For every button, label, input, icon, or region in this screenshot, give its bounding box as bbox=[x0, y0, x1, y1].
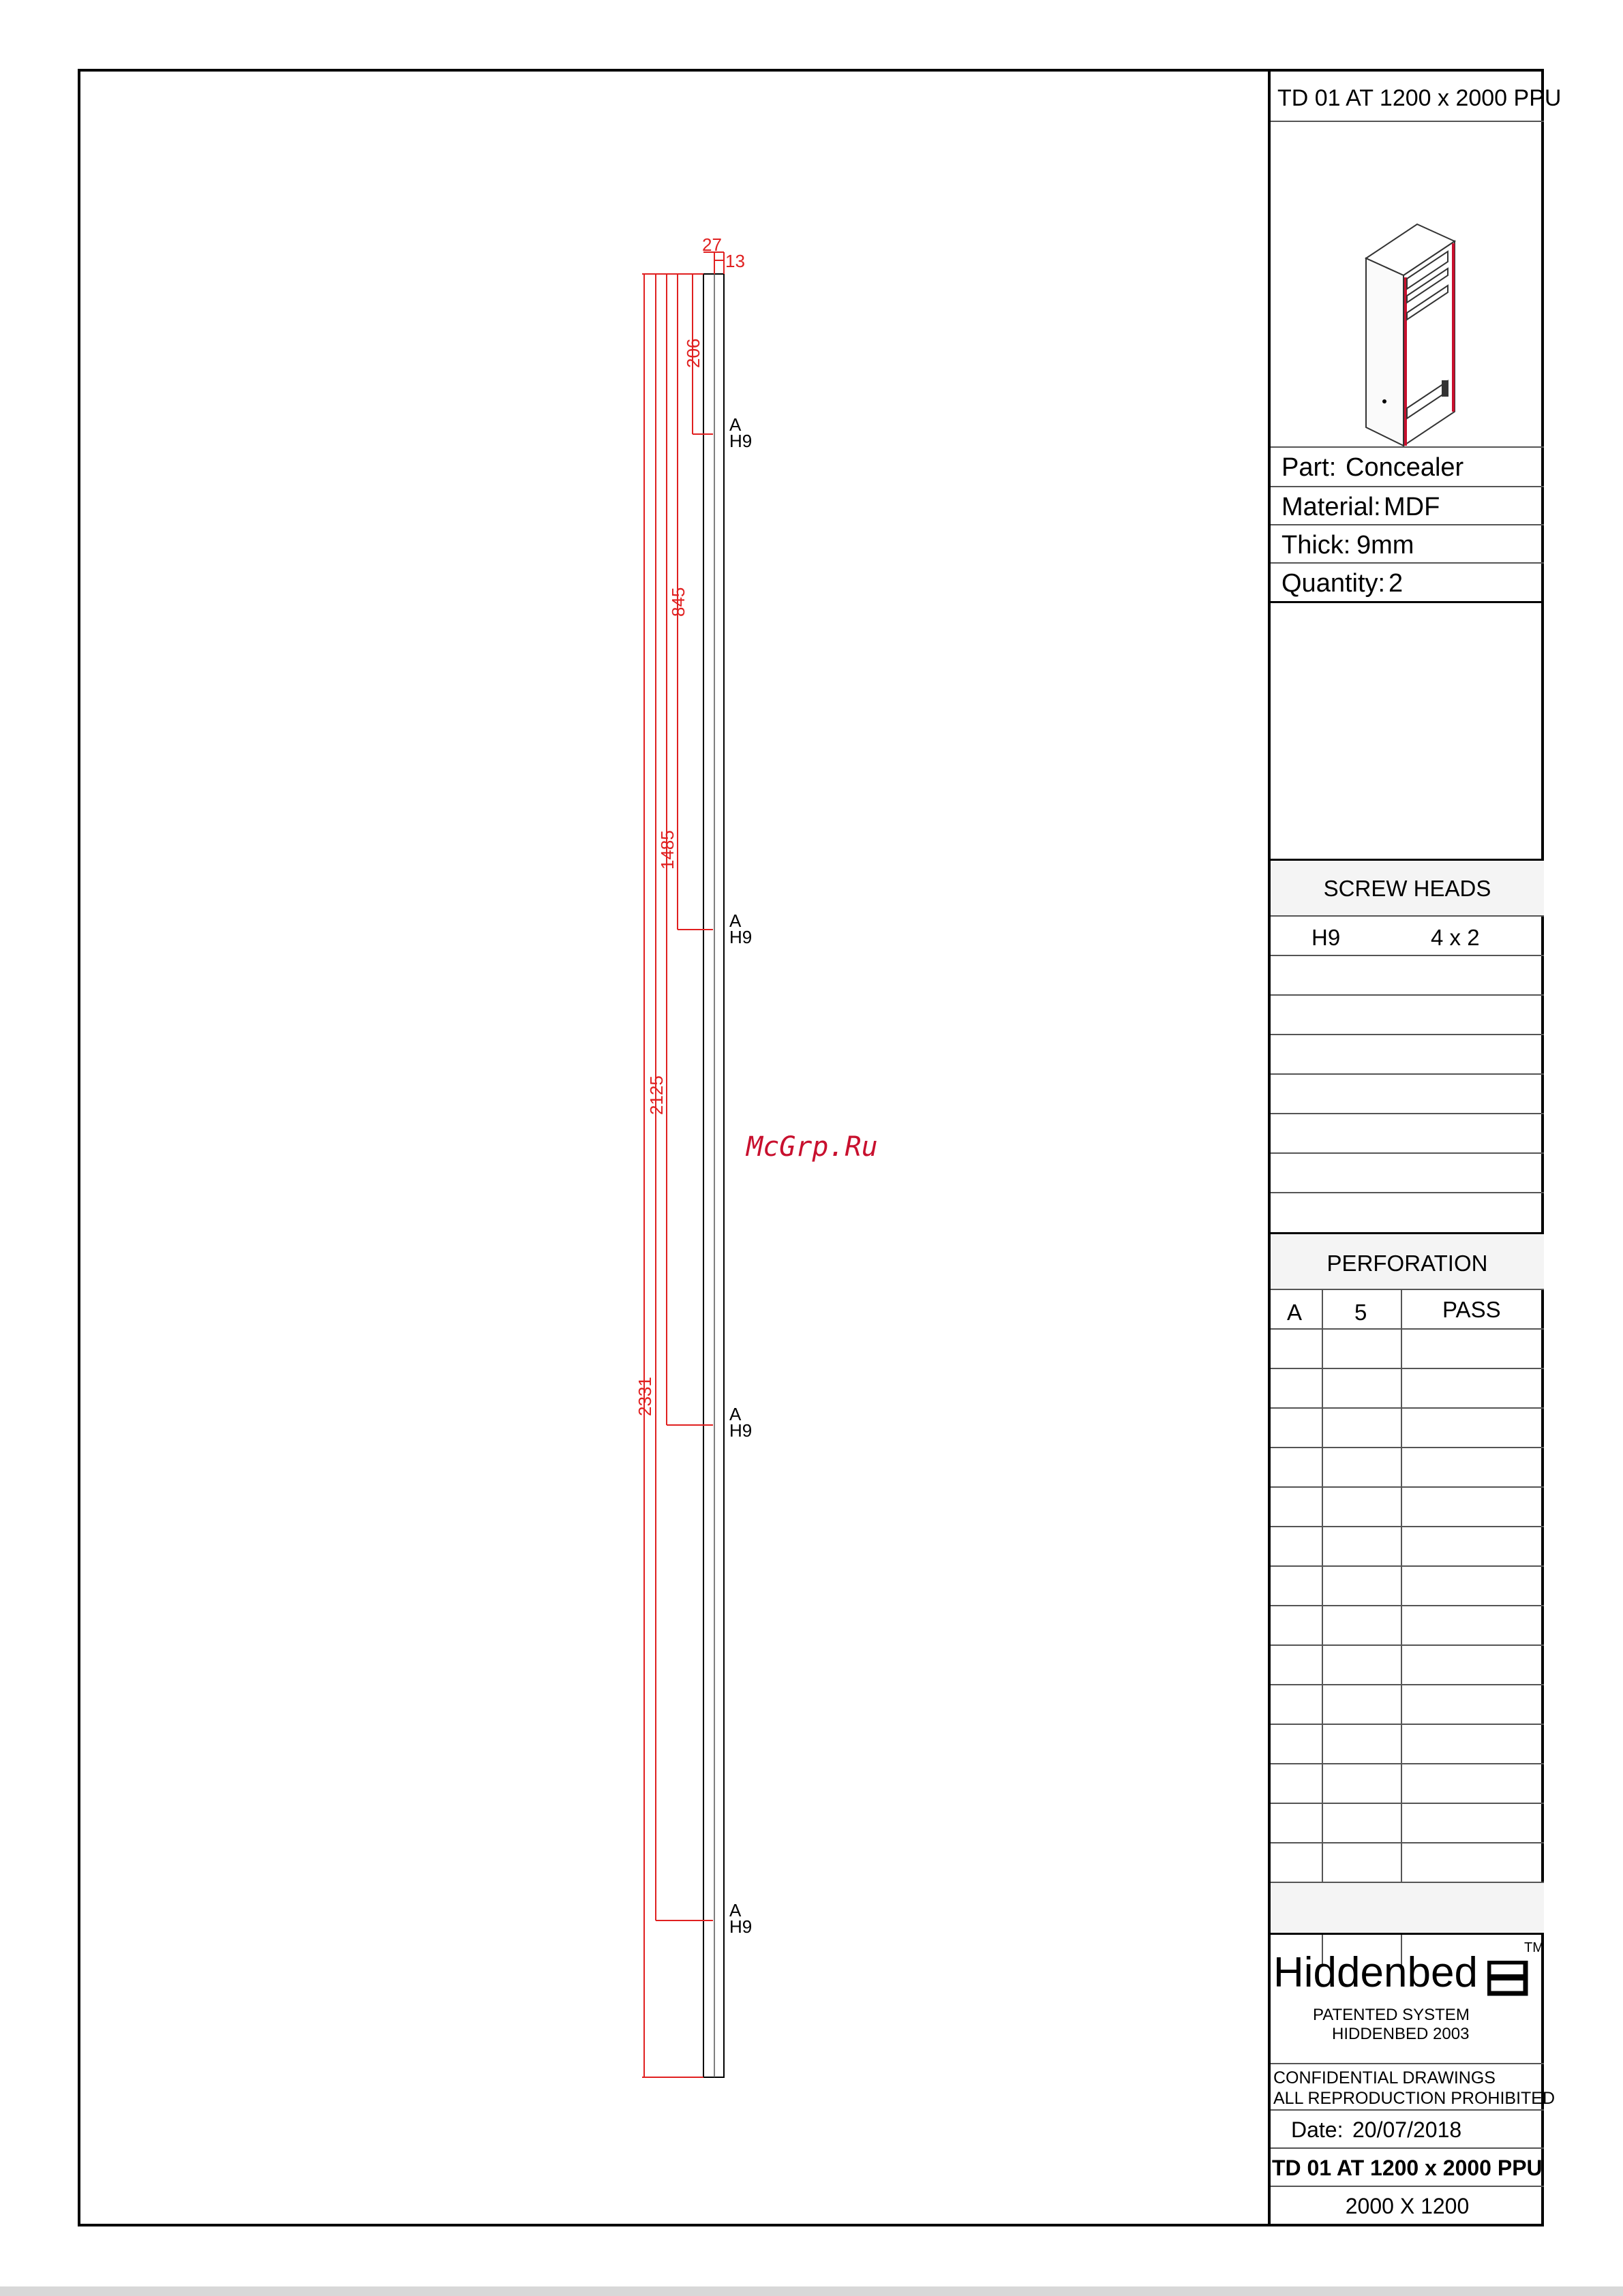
top-dimension-marks bbox=[703, 252, 724, 274]
drawing-code-row bbox=[1271, 2149, 1544, 2187]
screw-row-7 bbox=[1271, 1154, 1544, 1193]
screw-row-1 bbox=[1271, 917, 1544, 956]
screw-heads-title: SCREW HEADS bbox=[1323, 876, 1491, 901]
perf-row-10 bbox=[1271, 1646, 1544, 1685]
perf-row-8 bbox=[1271, 1567, 1544, 1606]
confidential-line-2: ALL REPRODUCTION PROHIBITED bbox=[1273, 2089, 1556, 2108]
material-value: MDF bbox=[1384, 493, 1440, 521]
patent-line-2: HIDDENBED 2003 bbox=[1332, 2025, 1470, 2043]
date-label: Date: bbox=[1291, 2117, 1344, 2142]
size-row bbox=[1271, 2187, 1544, 2224]
screw-row-3 bbox=[1271, 996, 1544, 1035]
dim-206: 206 bbox=[683, 338, 703, 368]
screw-code: H9 bbox=[1311, 925, 1341, 950]
trademark: TM bbox=[1524, 1940, 1544, 1955]
perf-row-13 bbox=[1271, 1764, 1544, 1804]
quantity-value: 2 bbox=[1389, 569, 1404, 598]
hole-3-code: H9 bbox=[729, 1420, 753, 1441]
drawing-code: TD 01 AT 1200 x 2000 PPU bbox=[1272, 2156, 1543, 2180]
confidential-line-1: CONFIDENTIAL DRAWINGS bbox=[1273, 2068, 1496, 2087]
wardrobe-thumbnail-icon bbox=[1271, 122, 1544, 446]
perf-row-3 bbox=[1271, 1369, 1544, 1409]
title-block bbox=[1268, 69, 1562, 2226]
material-row bbox=[1271, 487, 1544, 525]
perf-row-9 bbox=[1271, 1606, 1544, 1646]
screw-row-5 bbox=[1271, 1075, 1544, 1114]
confidential-block bbox=[1271, 2064, 1556, 2111]
perforation-header bbox=[1271, 1234, 1544, 1290]
dim-2331-group bbox=[635, 1377, 655, 1416]
perf-row-2 bbox=[1271, 1330, 1544, 1369]
screw-qty: 4 x 2 bbox=[1431, 925, 1480, 950]
panel-outline bbox=[703, 274, 724, 2077]
hole-3-letter: A bbox=[729, 1404, 742, 1424]
bottom-strip bbox=[0, 2286, 1623, 2296]
dim-1485-group bbox=[657, 830, 678, 870]
perf-row-6 bbox=[1271, 1488, 1544, 1527]
screw-heads-header bbox=[1271, 861, 1544, 917]
hole-2-letter: A bbox=[729, 910, 742, 931]
perf-blank-row bbox=[1271, 1883, 1544, 1935]
screw-row-2 bbox=[1271, 956, 1544, 996]
part-value: Concealer bbox=[1346, 453, 1464, 482]
thick-value: 9mm bbox=[1356, 531, 1414, 560]
hole-2-code: H9 bbox=[729, 927, 753, 947]
dim-2125: 2125 bbox=[646, 1075, 667, 1115]
dim-2331: 2331 bbox=[635, 1377, 655, 1416]
drawing-size: 2000 X 1200 bbox=[1345, 2194, 1470, 2218]
perf-row-14 bbox=[1271, 1804, 1544, 1843]
patent-line-1: PATENTED SYSTEM bbox=[1313, 2006, 1470, 2024]
dim-845-group bbox=[668, 587, 688, 617]
dim-13: 13 bbox=[725, 251, 745, 271]
dim-206-group bbox=[683, 339, 703, 368]
watermark-text: McGrp.Ru bbox=[746, 1131, 878, 1163]
brand-name: Hiddenbed bbox=[1273, 1949, 1478, 1996]
hiddenbed-logo-icon bbox=[1487, 1961, 1528, 1996]
date-row bbox=[1271, 2111, 1544, 2149]
screw-row-8 bbox=[1271, 1193, 1544, 1234]
perf-row-4 bbox=[1271, 1409, 1544, 1448]
title-header-row bbox=[1271, 69, 1562, 122]
dimension-lines bbox=[642, 274, 713, 2077]
hole-4-code: H9 bbox=[729, 1916, 753, 1937]
perf-row-11 bbox=[1271, 1685, 1544, 1725]
dim-2125-group bbox=[646, 1075, 667, 1115]
screw-row-4 bbox=[1271, 1035, 1544, 1075]
hole-4-letter: A bbox=[729, 1900, 742, 1920]
thumbnail-row bbox=[1271, 122, 1544, 448]
perforation-title: PERFORATION bbox=[1326, 1251, 1488, 1276]
date-value: 20/07/2018 bbox=[1352, 2117, 1462, 2142]
part-row bbox=[1271, 448, 1544, 487]
dim-1485: 1485 bbox=[657, 830, 678, 870]
perf-type: A bbox=[1287, 1300, 1303, 1325]
title-header: TD 01 AT 1200 x 2000 PPU bbox=[1277, 85, 1562, 111]
blank-area bbox=[1271, 603, 1544, 861]
quantity-label: Quantity: bbox=[1281, 569, 1386, 598]
brand-block bbox=[1271, 1935, 1544, 2064]
dim-27: 27 bbox=[702, 234, 722, 255]
thick-label: Thick: bbox=[1281, 531, 1351, 560]
thick-row bbox=[1271, 525, 1544, 564]
perf-row-1 bbox=[1271, 1290, 1544, 1330]
perf-count: 5 bbox=[1354, 1300, 1367, 1325]
perf-row-5 bbox=[1271, 1448, 1544, 1488]
perf-row-12 bbox=[1271, 1725, 1544, 1764]
screw-row-6 bbox=[1271, 1114, 1544, 1154]
hole-1-letter: A bbox=[729, 414, 742, 435]
perf-row-7 bbox=[1271, 1527, 1544, 1567]
hole-1-code: H9 bbox=[729, 431, 753, 451]
perf-mode: PASS bbox=[1442, 1297, 1501, 1322]
quantity-row bbox=[1271, 564, 1544, 603]
material-label: Material: bbox=[1281, 493, 1381, 521]
perf-row-15 bbox=[1271, 1843, 1544, 1883]
part-label: Part: bbox=[1281, 453, 1337, 482]
dim-845: 845 bbox=[668, 587, 688, 617]
